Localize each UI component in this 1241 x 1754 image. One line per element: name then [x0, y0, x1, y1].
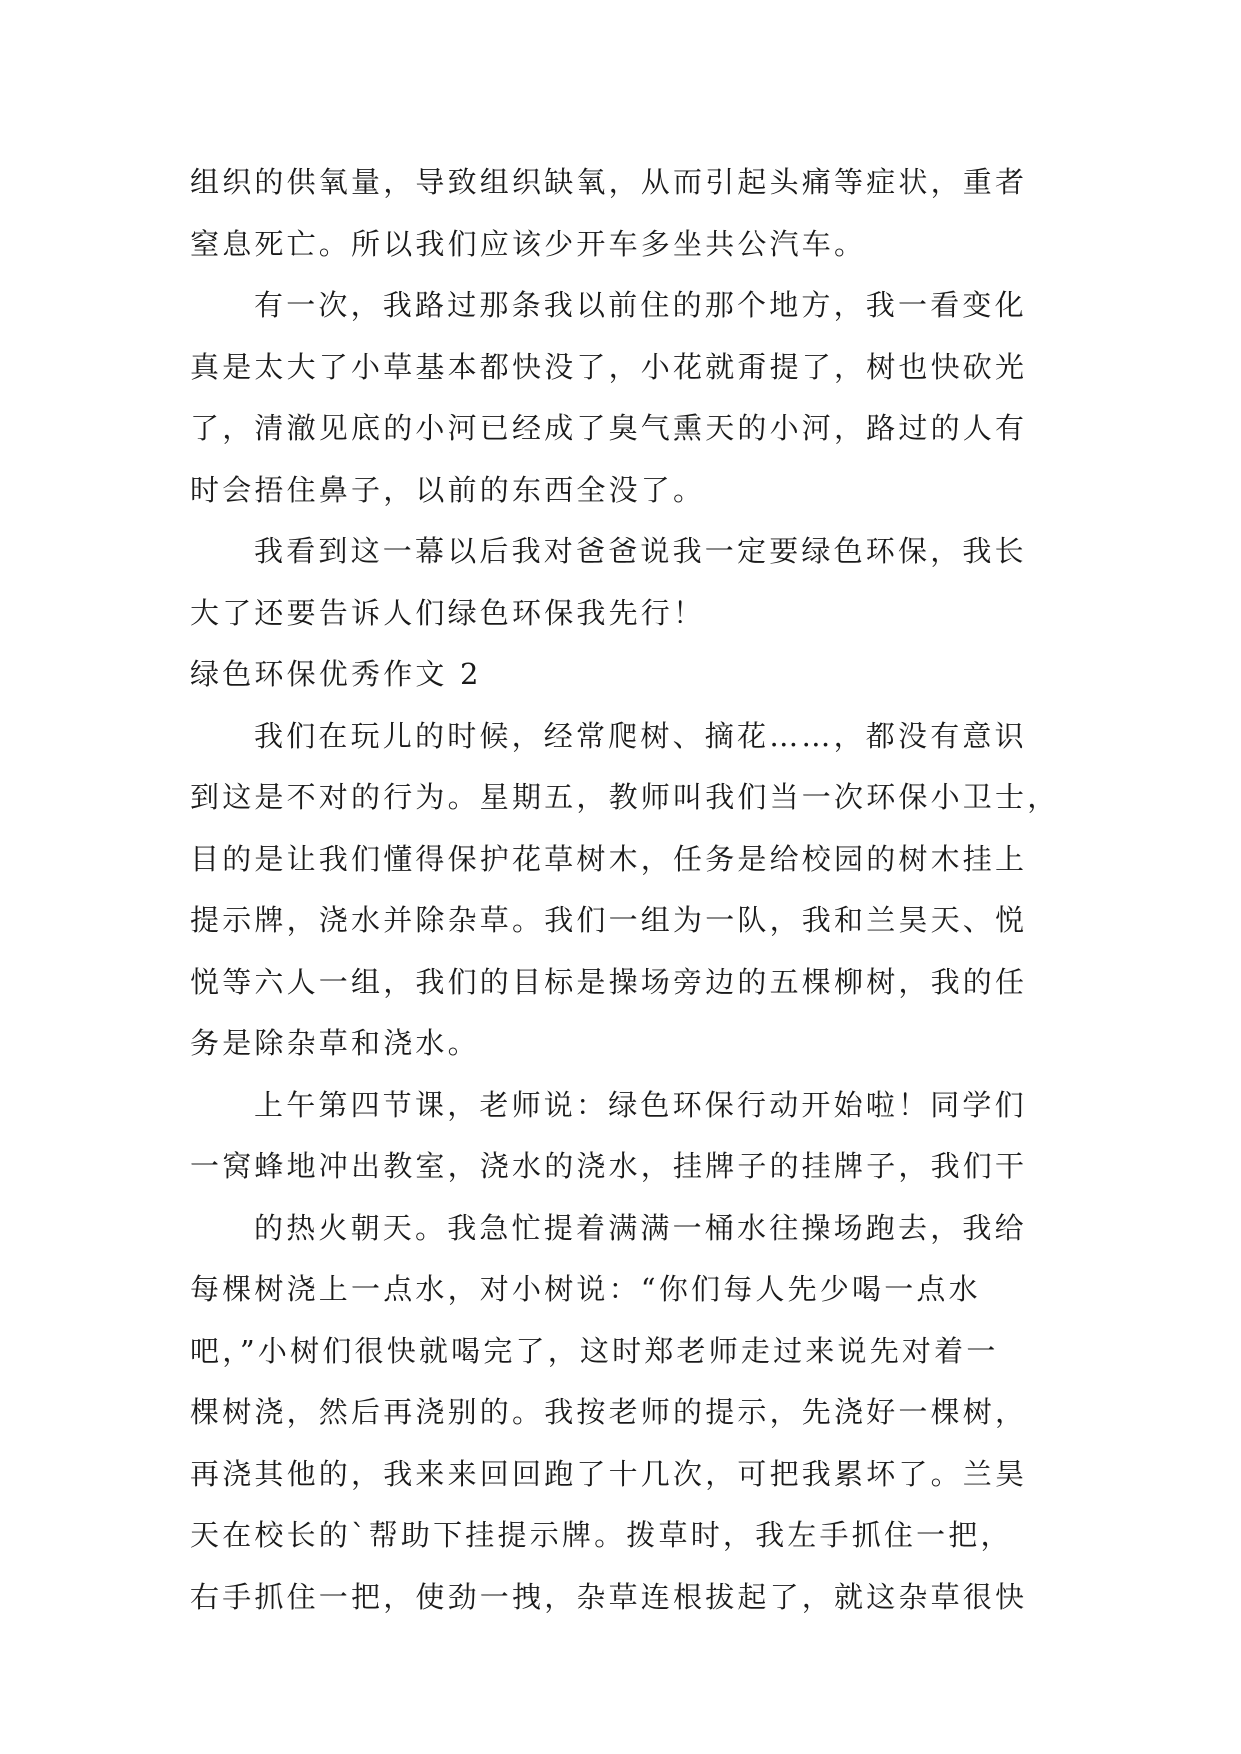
text-line: 的热火朝天。我急忙提着满满一桶水往操场跑去，我给 — [254, 1210, 1027, 1245]
text-line: 时会捂住鼻子，以前的东西全没了。 — [190, 472, 706, 507]
text-line: 我们在玩儿的时候，经常爬树、摘花……，都没有意识 — [254, 718, 1027, 753]
text-line: 目的是让我们懂得保护花草树木，任务是给校园的树木挂上 — [190, 841, 1028, 876]
text-line: 了，清澈见底的小河已经成了臭气熏天的小河，路过的人有 — [190, 411, 1028, 445]
text-line: 组织的供氧量，导致组织缺氧，从而引起头痛等症状，重者 — [190, 165, 1028, 199]
text-line: 真是太大了小草基本都快没了，小花就甭提了，树也快砍光 — [190, 349, 1028, 384]
text-line: 窒息死亡。所以我们应该少开车多坐共公汽车。 — [190, 226, 867, 261]
text-line: 再浇其他的，我来来回回跑了十几次，可把我累坏了。兰昊 — [190, 1456, 1028, 1491]
text-line: 右手抓住一把，使劲一拽，杂草连根拔起了，就这杂草很快 — [190, 1579, 1028, 1614]
essay-text — [190, 152, 1060, 1628]
text-line: 上午第四节课，老师说：绿色环保行动开始啦！同学们 — [254, 1087, 1027, 1122]
text-line: 一窝蜂地冲出教室，浇水的浇水，挂牌子的挂牌子，我们干 — [190, 1149, 1028, 1183]
text-line: 有一次，我路过那条我以前住的那个地方，我一看变化 — [254, 288, 1027, 322]
section-heading: 绿色环保优秀作文 2 — [190, 657, 482, 691]
text-line: 棵树浇，然后再浇别的。我按老师的提示，先浇好一棵树， — [190, 1395, 1028, 1429]
text-line: 我看到这一幕以后我对爸爸说我一定要绿色环保，我长 — [254, 534, 1027, 568]
text-line: 到这是不对的行为。星期五，教师叫我们当一次环保小卫士， — [190, 780, 1060, 814]
text-line: 大了还要告诉人们绿色环保我先行！ — [190, 595, 706, 630]
text-line: 提示牌，浇水并除杂草。我们一组为一队，我和兰昊天、悦 — [190, 903, 1028, 937]
text-line: 天在校长的`帮助下挂提示牌。拨草时，我左手抓住一把， — [190, 1518, 1013, 1552]
text-line: 每棵树浇上一点水，对小树说：“你们每人先少喝一点水 — [190, 1272, 981, 1306]
text-line: 务是除杂草和浇水。 — [190, 1026, 480, 1060]
text-line: 吧，”小树们很快就喝完了，这时郑老师走过来说先对着一 — [190, 1333, 999, 1368]
text-line: 悦等六人一组，我们的目标是操场旁边的五棵柳树，我的任 — [190, 964, 1028, 999]
